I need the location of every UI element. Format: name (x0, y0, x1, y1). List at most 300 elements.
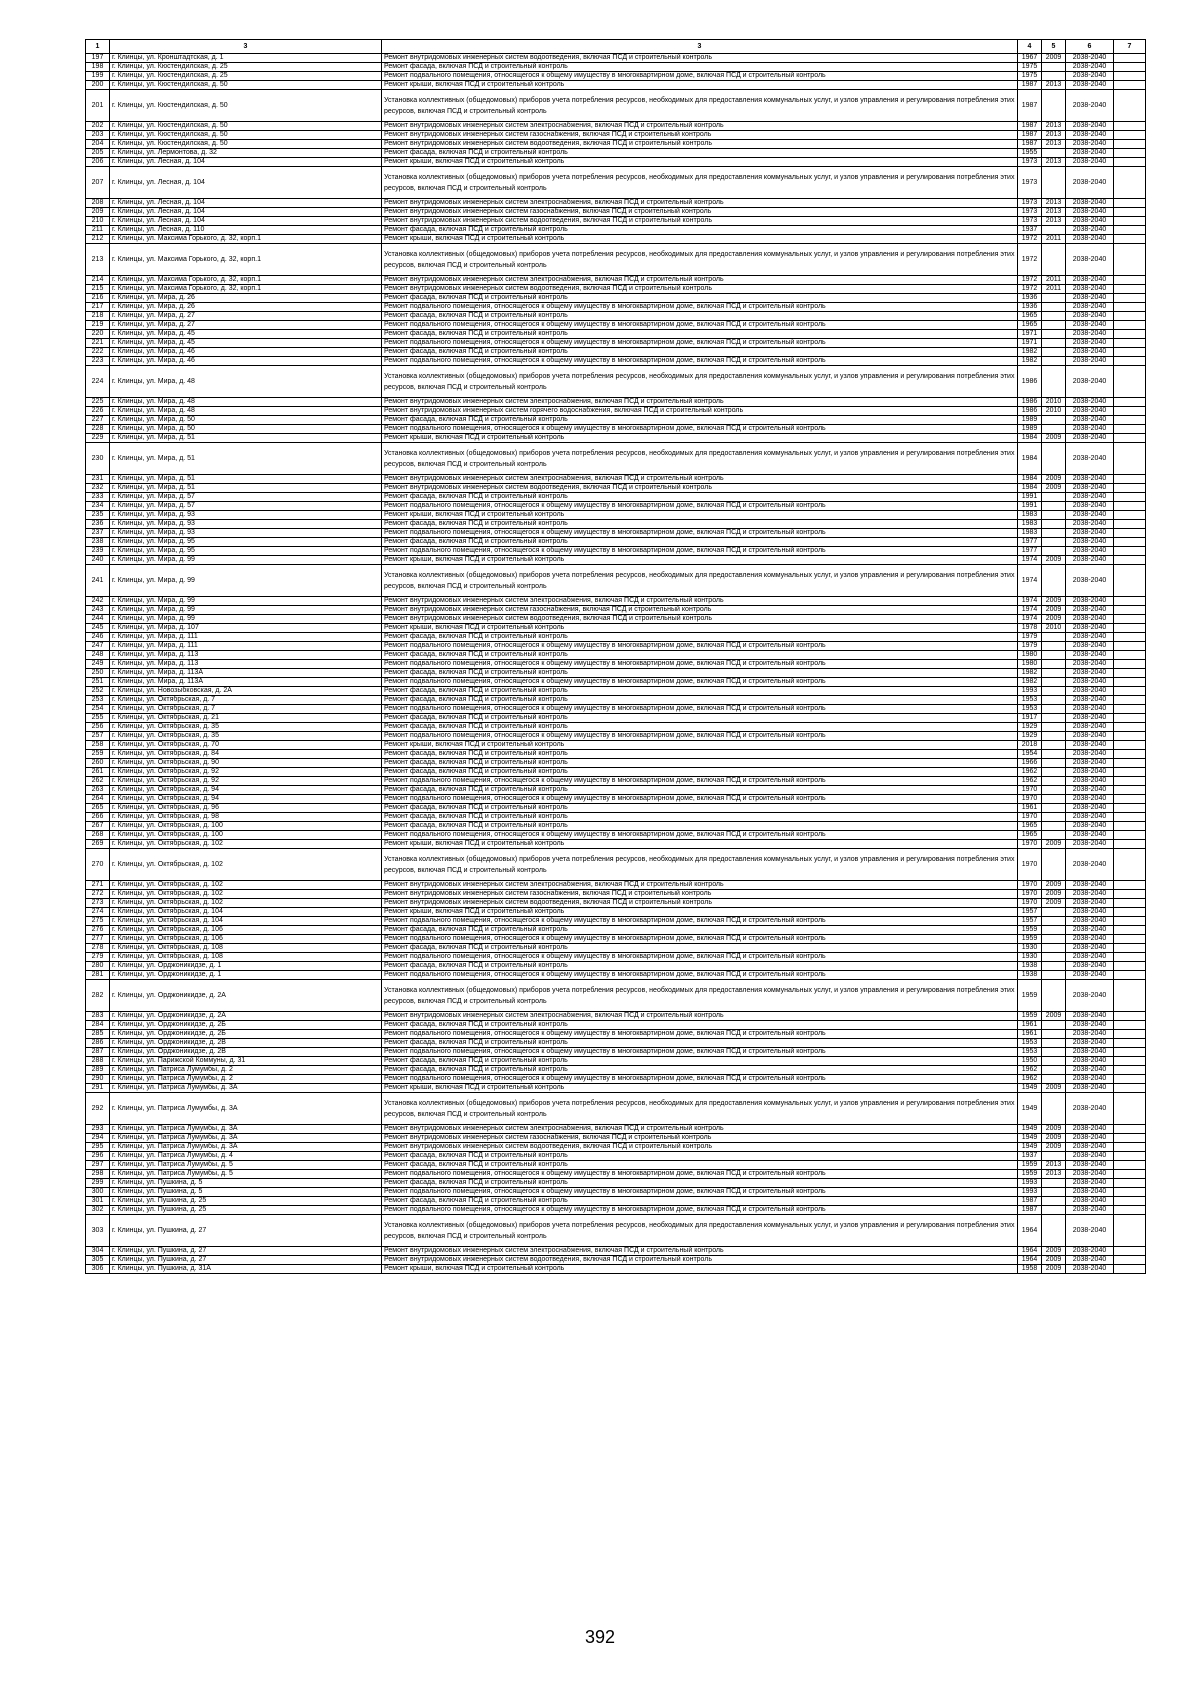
row-number-cell: 253 (86, 696, 110, 705)
empty-cell (1114, 416, 1146, 425)
build-year-cell: 1929 (1018, 723, 1042, 732)
build-year-cell: 1977 (1018, 538, 1042, 547)
address-cell: г. Клинцы, ул. Орджоникидзе, д. 1 (110, 971, 382, 980)
header-cell: 3 (110, 40, 382, 54)
planned-period-cell: 2038-2040 (1066, 1066, 1114, 1075)
work-type-cell: Ремонт крыши, включая ПСД и строительный контроль (382, 741, 1018, 750)
last-repair-year-cell (1042, 795, 1066, 804)
address-cell: г. Клинцы, ул. Октябрьская, д. 100 (110, 822, 382, 831)
work-type-cell: Ремонт внутридомовых инженерных систем электроснабжения, включая ПСД и строительный контроль (382, 1125, 1018, 1134)
planned-period-cell: 2038-2040 (1066, 63, 1114, 72)
planned-period-cell: 2038-2040 (1066, 1093, 1114, 1125)
build-year-cell: 1973 (1018, 167, 1042, 199)
address-cell: г. Клинцы, ул. Мира, д. 99 (110, 606, 382, 615)
address-cell: г. Клинцы, ул. Патриса Лумумбы, д. 5 (110, 1161, 382, 1170)
last-repair-year-cell: 2009 (1042, 1125, 1066, 1134)
build-year-cell: 1973 (1018, 158, 1042, 167)
empty-cell (1114, 538, 1146, 547)
row-number-cell: 302 (86, 1206, 110, 1215)
build-year-cell: 1986 (1018, 398, 1042, 407)
last-repair-year-cell (1042, 1066, 1066, 1075)
row-number-cell: 235 (86, 511, 110, 520)
build-year-cell: 1972 (1018, 235, 1042, 244)
address-cell: г. Клинцы, ул. Пушкина, д. 25 (110, 1206, 382, 1215)
planned-period-cell: 2038-2040 (1066, 881, 1114, 890)
table-row (86, 244, 1146, 276)
last-repair-year-cell (1042, 741, 1066, 750)
empty-cell (1114, 208, 1146, 217)
build-year-cell: 1974 (1018, 556, 1042, 565)
last-repair-year-cell (1042, 502, 1066, 511)
address-cell: г. Клинцы, ул. Мира, д. 45 (110, 339, 382, 348)
empty-cell (1114, 804, 1146, 813)
table-row (86, 131, 1146, 140)
address-cell: г. Клинцы, ул. Мира, д. 93 (110, 511, 382, 520)
planned-period-cell: 2038-2040 (1066, 1048, 1114, 1057)
table-row (86, 167, 1146, 199)
work-type-cell: Ремонт подвального помещения, относящегося к общему имуществу в многоквартирном доме, включая ПСД и строительный контроль (382, 357, 1018, 366)
address-cell: г. Клинцы, ул. Октябрьская, д. 90 (110, 759, 382, 768)
table-row (86, 235, 1146, 244)
work-type-cell: Ремонт фасада, включая ПСД и строительный контроль (382, 696, 1018, 705)
build-year-cell: 1930 (1018, 953, 1042, 962)
row-number-cell: 221 (86, 339, 110, 348)
table-row (86, 303, 1146, 312)
address-cell: г. Клинцы, ул. Мира, д. 26 (110, 303, 382, 312)
work-type-cell: Ремонт подвального помещения, относящегося к общему имуществу в многоквартирном доме, включая ПСД и строительный контроль (382, 917, 1018, 926)
last-repair-year-cell (1042, 1179, 1066, 1188)
work-type-cell: Ремонт фасада, включая ПСД и строительный контроль (382, 63, 1018, 72)
last-repair-year-cell: 2013 (1042, 208, 1066, 217)
empty-cell (1114, 72, 1146, 81)
last-repair-year-cell: 2013 (1042, 158, 1066, 167)
planned-period-cell: 2038-2040 (1066, 226, 1114, 235)
work-type-cell: Ремонт подвального помещения, относящегося к общему имуществу в многоквартирном доме, включая ПСД и строительный контроль (382, 1188, 1018, 1197)
planned-period-cell: 2038-2040 (1066, 425, 1114, 434)
work-type-cell: Ремонт подвального помещения, относящегося к общему имуществу в многоквартирном доме, включая ПСД и строительный контроль (382, 1048, 1018, 1057)
row-number-cell: 229 (86, 434, 110, 443)
table-row (86, 321, 1146, 330)
planned-period-cell: 2038-2040 (1066, 1075, 1114, 1084)
last-repair-year-cell (1042, 633, 1066, 642)
last-repair-year-cell (1042, 849, 1066, 881)
row-number-cell: 283 (86, 1012, 110, 1021)
address-cell: г. Клинцы, ул. Лесная, д. 104 (110, 158, 382, 167)
empty-cell (1114, 750, 1146, 759)
work-type-cell: Ремонт внутридомовых инженерных систем электроснабжения, включая ПСД и строительный контроль (382, 398, 1018, 407)
work-type-cell: Ремонт фасада, включая ПСД и строительный контроль (382, 813, 1018, 822)
empty-cell (1114, 881, 1146, 890)
address-cell: г. Клинцы, ул. Пушкина, д. 5 (110, 1179, 382, 1188)
row-number-cell: 223 (86, 357, 110, 366)
build-year-cell: 1975 (1018, 63, 1042, 72)
empty-cell (1114, 398, 1146, 407)
empty-cell (1114, 276, 1146, 285)
last-repair-year-cell: 2009 (1042, 881, 1066, 890)
row-number-cell: 217 (86, 303, 110, 312)
row-number-cell: 198 (86, 63, 110, 72)
work-type-cell: Ремонт фасада, включая ПСД и строительный контроль (382, 687, 1018, 696)
row-number-cell: 265 (86, 804, 110, 813)
build-year-cell: 1989 (1018, 425, 1042, 434)
work-type-cell: Ремонт внутридомовых инженерных систем электроснабжения, включая ПСД и строительный контроль (382, 881, 1018, 890)
build-year-cell: 1964 (1018, 1215, 1042, 1247)
header-cell: 6 (1066, 40, 1114, 54)
work-type-cell: Ремонт фасада, включая ПСД и строительный контроль (382, 312, 1018, 321)
empty-cell (1114, 615, 1146, 624)
work-type-cell: Ремонт фасада, включая ПСД и строительный контроль (382, 1057, 1018, 1066)
work-type-cell: Ремонт подвального помещения, относящегося к общему имуществу в многоквартирном доме, включая ПСД и строительный контроль (382, 705, 1018, 714)
empty-cell (1114, 556, 1146, 565)
work-type-cell: Ремонт подвального помещения, относящегося к общему имуществу в многоквартирном доме, включая ПСД и строительный контроль (382, 1075, 1018, 1084)
empty-cell (1114, 443, 1146, 475)
row-number-cell: 264 (86, 795, 110, 804)
planned-period-cell: 2038-2040 (1066, 624, 1114, 633)
planned-period-cell: 2038-2040 (1066, 795, 1114, 804)
build-year-cell: 1989 (1018, 416, 1042, 425)
build-year-cell: 1987 (1018, 140, 1042, 149)
row-number-cell: 237 (86, 529, 110, 538)
address-cell: г. Клинцы, ул. Октябрьская, д. 92 (110, 777, 382, 786)
table-row (86, 926, 1146, 935)
address-cell: г. Клинцы, ул. Мира, д. 113А (110, 669, 382, 678)
row-number-cell: 285 (86, 1030, 110, 1039)
planned-period-cell: 2038-2040 (1066, 538, 1114, 547)
empty-cell (1114, 199, 1146, 208)
build-year-cell: 1987 (1018, 1197, 1042, 1206)
work-type-cell: Ремонт фасада, включая ПСД и строительный контроль (382, 1197, 1018, 1206)
table-row (86, 1134, 1146, 1143)
planned-period-cell: 2038-2040 (1066, 1161, 1114, 1170)
row-number-cell: 238 (86, 538, 110, 547)
empty-cell (1114, 158, 1146, 167)
work-type-cell: Ремонт крыши, включая ПСД и строительный контроль (382, 908, 1018, 917)
work-type-cell: Ремонт подвального помещения, относящегося к общему имуществу в многоквартирном доме, включая ПСД и строительный контроль (382, 732, 1018, 741)
row-number-cell: 284 (86, 1021, 110, 1030)
build-year-cell: 1975 (1018, 72, 1042, 81)
last-repair-year-cell (1042, 565, 1066, 597)
planned-period-cell: 2038-2040 (1066, 72, 1114, 81)
row-number-cell: 243 (86, 606, 110, 615)
row-number-cell: 249 (86, 660, 110, 669)
row-number-cell: 236 (86, 520, 110, 529)
work-type-cell: Ремонт фасада, включая ПСД и строительный контроль (382, 538, 1018, 547)
header-cell: 1 (86, 40, 110, 54)
build-year-cell: 1955 (1018, 149, 1042, 158)
build-year-cell: 1937 (1018, 226, 1042, 235)
last-repair-year-cell: 2010 (1042, 407, 1066, 416)
table-row (86, 980, 1146, 1012)
build-year-cell: 1984 (1018, 434, 1042, 443)
work-type-cell: Ремонт фасада, включая ПСД и строительный контроль (382, 651, 1018, 660)
table-row (86, 90, 1146, 122)
build-year-cell: 1973 (1018, 217, 1042, 226)
last-repair-year-cell: 2009 (1042, 597, 1066, 606)
empty-cell (1114, 425, 1146, 434)
empty-cell (1114, 366, 1146, 398)
build-year-cell: 1949 (1018, 1093, 1042, 1125)
planned-period-cell: 2038-2040 (1066, 678, 1114, 687)
last-repair-year-cell (1042, 520, 1066, 529)
work-type-cell: Установка коллективных (общедомовых) приборов учета потребления ресурсов, необходимых для предоставления коммунальных услуг, и узлов управления и регулирования потребления этих ресурсов, включая ПСД и строительный контроль (382, 1093, 1018, 1125)
planned-period-cell: 2038-2040 (1066, 633, 1114, 642)
empty-cell (1114, 642, 1146, 651)
table-row (86, 158, 1146, 167)
row-number-cell: 279 (86, 953, 110, 962)
empty-cell (1114, 1215, 1146, 1247)
table-row (86, 890, 1146, 899)
address-cell: г. Клинцы, ул. Октябрьская, д. 98 (110, 813, 382, 822)
work-type-cell: Ремонт подвального помещения, относящегося к общему имуществу в многоквартирном доме, включая ПСД и строительный контроль (382, 321, 1018, 330)
work-type-cell: Ремонт фасада, включая ПСД и строительный контроль (382, 493, 1018, 502)
empty-cell (1114, 1170, 1146, 1179)
address-cell: г. Клинцы, ул. Патриса Лумумбы, д. 3А (110, 1093, 382, 1125)
table-row (86, 1247, 1146, 1256)
row-number-cell: 292 (86, 1093, 110, 1125)
address-cell: г. Клинцы, ул. Мира, д. 48 (110, 398, 382, 407)
planned-period-cell: 2038-2040 (1066, 750, 1114, 759)
address-cell: г. Клинцы, ул. Октябрьская, д. 70 (110, 741, 382, 750)
build-year-cell: 1984 (1018, 443, 1042, 475)
row-number-cell: 261 (86, 768, 110, 777)
planned-period-cell: 2038-2040 (1066, 556, 1114, 565)
row-number-cell: 218 (86, 312, 110, 321)
table-row (86, 1125, 1146, 1134)
row-number-cell: 210 (86, 217, 110, 226)
empty-cell (1114, 484, 1146, 493)
planned-period-cell: 2038-2040 (1066, 687, 1114, 696)
address-cell: г. Клинцы, ул. Мира, д. 93 (110, 529, 382, 538)
last-repair-year-cell (1042, 1152, 1066, 1161)
address-cell: г. Клинцы, ул. Орджоникидзе, д. 2А (110, 1012, 382, 1021)
work-type-cell: Ремонт подвального помещения, относящегося к общему имуществу в многоквартирном доме, включая ПСД и строительный контроль (382, 678, 1018, 687)
build-year-cell: 1970 (1018, 813, 1042, 822)
empty-cell (1114, 1012, 1146, 1021)
build-year-cell: 1991 (1018, 502, 1042, 511)
planned-period-cell: 2038-2040 (1066, 899, 1114, 908)
row-number-cell: 289 (86, 1066, 110, 1075)
planned-period-cell: 2038-2040 (1066, 1170, 1114, 1179)
work-type-cell: Ремонт внутридомовых инженерных систем электроснабжения, включая ПСД и строительный контроль (382, 276, 1018, 285)
last-repair-year-cell (1042, 935, 1066, 944)
work-type-cell: Ремонт крыши, включая ПСД и строительный контроль (382, 840, 1018, 849)
address-cell: г. Клинцы, ул. Мира, д. 46 (110, 357, 382, 366)
planned-period-cell: 2038-2040 (1066, 615, 1114, 624)
build-year-cell: 1936 (1018, 303, 1042, 312)
last-repair-year-cell (1042, 366, 1066, 398)
build-year-cell: 1961 (1018, 1021, 1042, 1030)
last-repair-year-cell (1042, 443, 1066, 475)
planned-period-cell: 2038-2040 (1066, 1134, 1114, 1143)
row-number-cell: 197 (86, 54, 110, 63)
row-number-cell: 207 (86, 167, 110, 199)
planned-period-cell: 2038-2040 (1066, 597, 1114, 606)
empty-cell (1114, 759, 1146, 768)
work-type-cell: Ремонт фасада, включая ПСД и строительный контроль (382, 768, 1018, 777)
address-cell: г. Клинцы, ул. Патриса Лумумбы, д. 2 (110, 1066, 382, 1075)
build-year-cell: 1973 (1018, 208, 1042, 217)
row-number-cell: 209 (86, 208, 110, 217)
work-type-cell: Ремонт подвального помещения, относящегося к общему имуществу в многоквартирном доме, включая ПСД и строительный контроль (382, 953, 1018, 962)
planned-period-cell: 2038-2040 (1066, 1039, 1114, 1048)
row-number-cell: 257 (86, 732, 110, 741)
table-row (86, 660, 1146, 669)
last-repair-year-cell (1042, 714, 1066, 723)
empty-cell (1114, 90, 1146, 122)
row-number-cell: 304 (86, 1247, 110, 1256)
row-number-cell: 220 (86, 330, 110, 339)
build-year-cell: 1959 (1018, 1161, 1042, 1170)
row-number-cell: 268 (86, 831, 110, 840)
planned-period-cell: 2038-2040 (1066, 520, 1114, 529)
empty-cell (1114, 131, 1146, 140)
table-body (86, 54, 1146, 1274)
work-type-cell: Ремонт фасада, включая ПСД и строительный контроль (382, 944, 1018, 953)
row-number-cell: 299 (86, 1179, 110, 1188)
planned-period-cell: 2038-2040 (1066, 294, 1114, 303)
last-repair-year-cell: 2013 (1042, 1170, 1066, 1179)
build-year-cell: 1980 (1018, 660, 1042, 669)
empty-cell (1114, 971, 1146, 980)
work-type-cell: Ремонт фасада, включая ПСД и строительный контроль (382, 633, 1018, 642)
table-row (86, 407, 1146, 416)
address-cell: г. Клинцы, ул. Мира, д. 99 (110, 556, 382, 565)
empty-cell (1114, 962, 1146, 971)
address-cell: г. Клинцы, ул. Мира, д. 48 (110, 407, 382, 416)
empty-cell (1114, 1161, 1146, 1170)
empty-cell (1114, 434, 1146, 443)
empty-cell (1114, 849, 1146, 881)
empty-cell (1114, 651, 1146, 660)
build-year-cell: 1957 (1018, 917, 1042, 926)
empty-cell (1114, 669, 1146, 678)
build-year-cell: 1937 (1018, 1152, 1042, 1161)
empty-cell (1114, 795, 1146, 804)
empty-cell (1114, 565, 1146, 597)
planned-period-cell: 2038-2040 (1066, 831, 1114, 840)
work-type-cell: Ремонт фасада, включая ПСД и строительный контроль (382, 723, 1018, 732)
row-number-cell: 219 (86, 321, 110, 330)
last-repair-year-cell (1042, 768, 1066, 777)
empty-cell (1114, 81, 1146, 90)
last-repair-year-cell (1042, 1030, 1066, 1039)
address-cell: г. Клинцы, ул. Октябрьская, д. 21 (110, 714, 382, 723)
planned-period-cell: 2038-2040 (1066, 660, 1114, 669)
work-type-cell: Ремонт подвального помещения, относящегося к общему имуществу в многоквартирном доме, включая ПСД и строительный контроль (382, 502, 1018, 511)
table-row (86, 1057, 1146, 1066)
last-repair-year-cell: 2009 (1042, 1084, 1066, 1093)
build-year-cell: 1930 (1018, 944, 1042, 953)
last-repair-year-cell: 2013 (1042, 131, 1066, 140)
last-repair-year-cell (1042, 348, 1066, 357)
last-repair-year-cell: 2009 (1042, 1247, 1066, 1256)
address-cell: г. Клинцы, ул. Лесная, д. 104 (110, 167, 382, 199)
build-year-cell: 1987 (1018, 1206, 1042, 1215)
address-cell: г. Клинцы, ул. Лермонтова, д. 32 (110, 149, 382, 158)
build-year-cell: 2018 (1018, 741, 1042, 750)
address-cell: г. Клинцы, ул. Кюстендилская, д. 50 (110, 131, 382, 140)
work-type-cell: Ремонт внутридомовых инженерных систем водоотведения, включая ПСД и строительный контроль (382, 285, 1018, 294)
last-repair-year-cell (1042, 312, 1066, 321)
planned-period-cell: 2038-2040 (1066, 953, 1114, 962)
build-year-cell: 1974 (1018, 615, 1042, 624)
work-type-cell: Ремонт фасада, включая ПСД и строительный контроль (382, 822, 1018, 831)
planned-period-cell: 2038-2040 (1066, 786, 1114, 795)
last-repair-year-cell (1042, 696, 1066, 705)
table-row (86, 72, 1146, 81)
address-cell: г. Клинцы, ул. Кронштадтская, д. 1 (110, 54, 382, 63)
planned-period-cell: 2038-2040 (1066, 158, 1114, 167)
last-repair-year-cell: 2009 (1042, 899, 1066, 908)
planned-period-cell: 2038-2040 (1066, 348, 1114, 357)
last-repair-year-cell (1042, 678, 1066, 687)
last-repair-year-cell (1042, 339, 1066, 348)
planned-period-cell: 2038-2040 (1066, 484, 1114, 493)
build-year-cell: 1982 (1018, 678, 1042, 687)
build-year-cell: 1949 (1018, 1125, 1042, 1134)
planned-period-cell: 2038-2040 (1066, 1012, 1114, 1021)
build-year-cell: 1974 (1018, 565, 1042, 597)
table-row (86, 520, 1146, 529)
build-year-cell: 1929 (1018, 732, 1042, 741)
work-type-cell: Ремонт фасада, включая ПСД и строительный контроль (382, 520, 1018, 529)
address-cell: г. Клинцы, ул. Октябрьская, д. 104 (110, 908, 382, 917)
row-number-cell: 276 (86, 926, 110, 935)
work-type-cell: Установка коллективных (общедомовых) приборов учета потребления ресурсов, необходимых для предоставления коммунальных услуг, и узлов управления и регулирования потребления этих ресурсов, включая ПСД и строительный контроль (382, 980, 1018, 1012)
empty-cell (1114, 547, 1146, 556)
table-row (86, 1197, 1146, 1206)
empty-cell (1114, 1247, 1146, 1256)
address-cell: г. Клинцы, ул. Мира, д. 27 (110, 321, 382, 330)
build-year-cell: 1953 (1018, 705, 1042, 714)
address-cell: г. Клинцы, ул. Октябрьская, д. 106 (110, 926, 382, 935)
build-year-cell: 1964 (1018, 1247, 1042, 1256)
table-row (86, 1170, 1146, 1179)
row-number-cell: 248 (86, 651, 110, 660)
planned-period-cell: 2038-2040 (1066, 1084, 1114, 1093)
table-row (86, 777, 1146, 786)
planned-period-cell: 2038-2040 (1066, 1265, 1114, 1274)
address-cell: г. Клинцы, ул. Мира, д. 51 (110, 484, 382, 493)
work-type-cell: Ремонт крыши, включая ПСД и строительный контроль (382, 624, 1018, 633)
empty-cell (1114, 529, 1146, 538)
build-year-cell: 1982 (1018, 669, 1042, 678)
row-number-cell: 234 (86, 502, 110, 511)
planned-period-cell: 2038-2040 (1066, 1256, 1114, 1265)
planned-period-cell: 2038-2040 (1066, 511, 1114, 520)
row-number-cell: 300 (86, 1188, 110, 1197)
build-year-cell: 1984 (1018, 475, 1042, 484)
row-number-cell: 227 (86, 416, 110, 425)
address-cell: г. Клинцы, ул. Мира, д. 95 (110, 547, 382, 556)
last-repair-year-cell: 2010 (1042, 398, 1066, 407)
planned-period-cell: 2038-2040 (1066, 1206, 1114, 1215)
row-number-cell: 267 (86, 822, 110, 831)
table-row (86, 565, 1146, 597)
address-cell: г. Клинцы, ул. Парижской Коммуны, д. 31 (110, 1057, 382, 1066)
address-cell: г. Клинцы, ул. Кюстендилская, д. 50 (110, 122, 382, 131)
last-repair-year-cell: 2013 (1042, 81, 1066, 90)
table-row (86, 1161, 1146, 1170)
table-row (86, 741, 1146, 750)
build-year-cell: 1979 (1018, 633, 1042, 642)
address-cell: г. Клинцы, ул. Мира, д. 99 (110, 615, 382, 624)
planned-period-cell: 2038-2040 (1066, 971, 1114, 980)
table-row (86, 917, 1146, 926)
table-row (86, 511, 1146, 520)
table-row (86, 1084, 1146, 1093)
build-year-cell: 1993 (1018, 1188, 1042, 1197)
